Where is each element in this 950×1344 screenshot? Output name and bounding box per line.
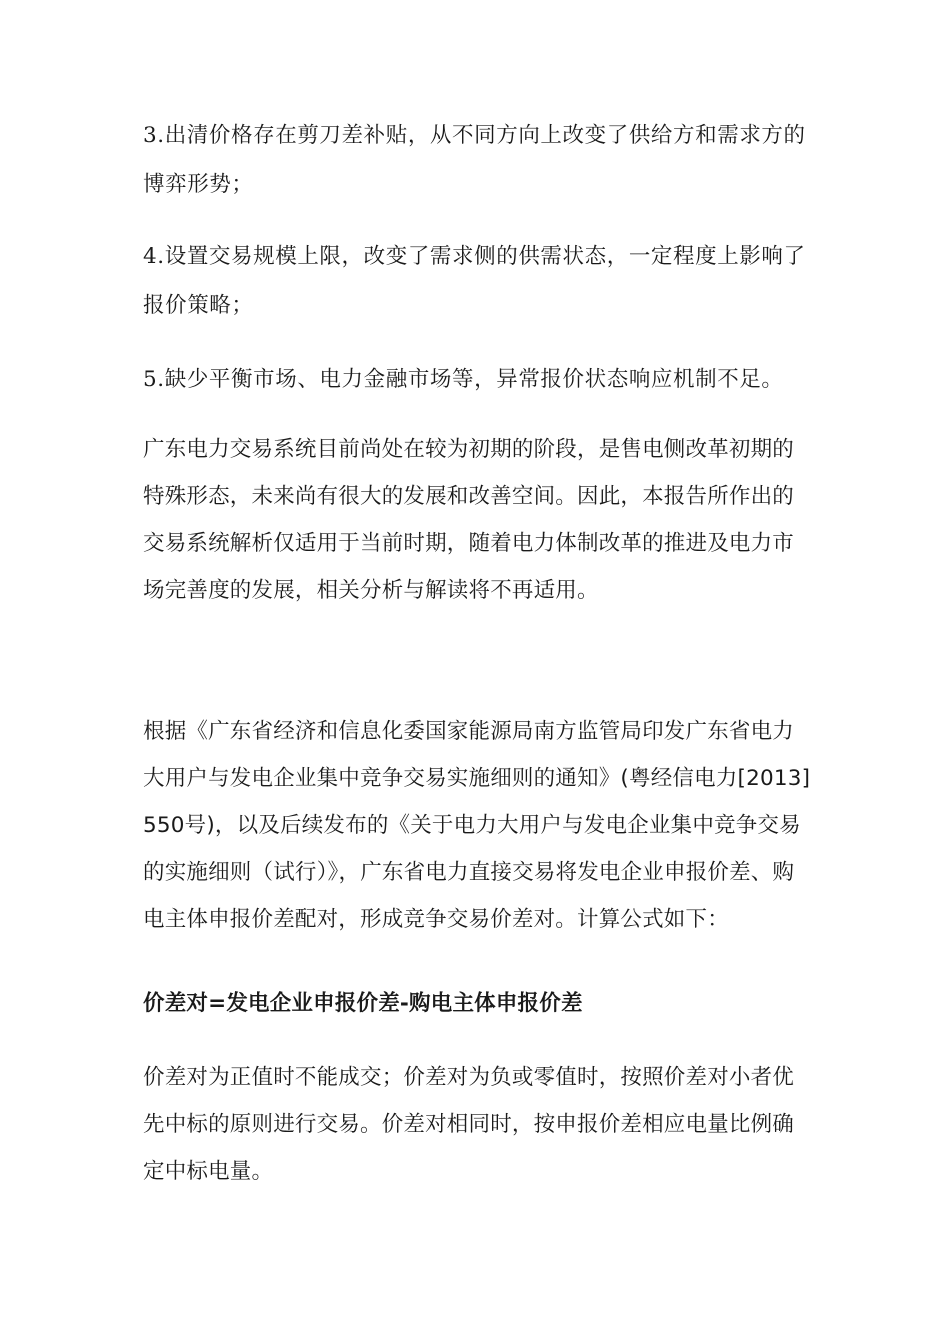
formula-line: 价差对=发电企业申报价差-购电主体申报价差 [143, 991, 583, 1016]
list-item-4: 4.设置交易规模上限，改变了需求侧的供需状态，一定程度上影响了报价策略； [143, 244, 806, 318]
paragraph-regulation-basis: 根据《广东省经济和信息化委国家能源局南方监管局印发广东省电力大用户与发电企业集中竞争交易实施细则的通知》(粤经信电力[2013]550号)，以及后续发布的《关于电力大用户与发电企业集中竞争交易的实施细则（试行）》，广东省电力直接交易将发电企业申报价差、购电主体申报价差配对，形成竞争交易价差对。计算公式如下： [143, 719, 811, 932]
list-item-5: 5.缺少平衡市场、电力金融市场等，异常报价状态响应机制不足。 [143, 367, 784, 392]
list-item-3: 3.出清价格存在剪刀差补贴，从不同方向上改变了供给方和需求方的博弈形势； [143, 123, 806, 197]
paragraph-current-stage: 广东电力交易系统目前尚处在较为初期的阶段，是售电侧改革初期的特殊形态，未来尚有很大的发展和改善空间。因此，本报告所作出的交易系统解析仅适用于当前时期，随着电力体制改革的推进及电力市场完善度的发展，相关分析与解读将不再适用。 [143, 437, 795, 603]
paragraph-matching-rule: 价差对为正值时不能成交；价差对为负或零值时，按照价差对小者优先中标的原则进行交易。价差对相同时，按申报价差相应电量比例确定中标电量。 [143, 1065, 795, 1184]
